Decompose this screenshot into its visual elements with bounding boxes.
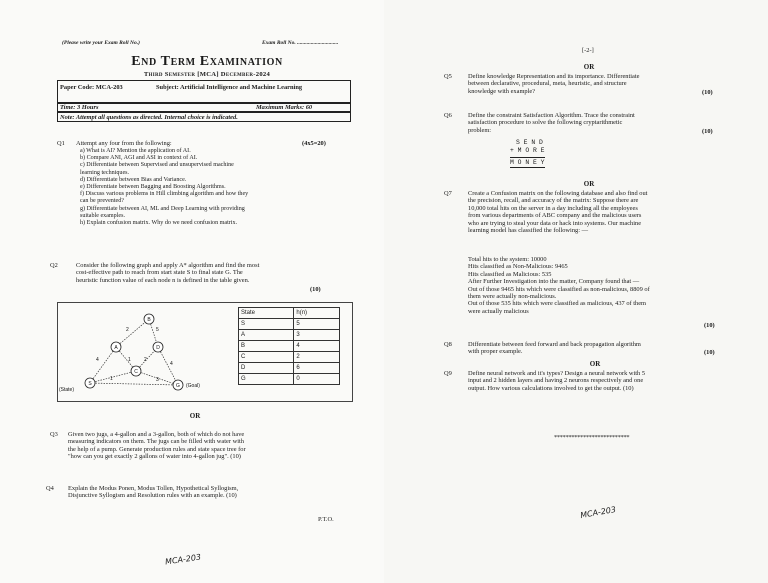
max-marks: Maximum Marks: 60: [256, 104, 313, 111]
edge-weight: 1: [128, 357, 131, 363]
time-label: Time: 3 Hours: [60, 104, 99, 111]
crypt-line: S E N D: [516, 139, 543, 146]
table-cell: A: [239, 330, 294, 341]
note-box: [57, 112, 351, 122]
edge-weight: 5: [156, 327, 159, 333]
edge-weight: 2: [144, 357, 147, 363]
graph-edge: [90, 371, 136, 383]
table-row: [239, 341, 340, 352]
graph-edge: [158, 347, 178, 385]
table-row: [239, 352, 340, 363]
table-cell: 5: [294, 319, 340, 330]
list-item: c) Differentiate between Supervised and unsupervised machine: [80, 162, 234, 169]
table-cell: G: [239, 374, 294, 385]
table-header: h(n): [294, 308, 340, 319]
table-row: [239, 374, 340, 385]
q3-number: Q3: [50, 431, 58, 438]
table-cell: C: [239, 352, 294, 363]
cryptarithm: [510, 139, 545, 168]
time-marks-row: [57, 103, 351, 112]
or-separator: OR: [583, 180, 595, 188]
q6-marks: (10): [702, 128, 713, 135]
q1-items: [80, 148, 350, 227]
q8-text: Differentiate between feed forward and back propagation algorithm with proper example.: [468, 341, 641, 356]
q5-text: Define knowledge Representation and its importance. Differentiate between declarative, procedural, meta, heuristic, and structure knowledge with example?: [468, 73, 640, 95]
or-separator: OR: [583, 63, 595, 71]
q1-text: Attempt any four from the following:: [76, 140, 172, 147]
q1-marks: (4x5=20): [302, 140, 326, 147]
table-cell: D: [239, 363, 294, 374]
edge-weight: 4: [170, 361, 173, 367]
pto-label: P.T.O.: [318, 516, 334, 523]
subject: Subject: Artificial Intelligence and Machine Learning: [156, 84, 303, 91]
table-cell: 3: [294, 330, 340, 341]
list-item: b) Compare ANI, AGI and ASI in context of AI.: [80, 155, 198, 162]
exam-subtitle: Third Semester [MCA] December-2024: [143, 71, 271, 78]
or-separator: OR: [589, 360, 601, 368]
edge-weight: 3: [156, 377, 159, 383]
node-label: B: [147, 317, 151, 323]
q7-number: Q7: [444, 190, 452, 197]
q2-text: Consider the following graph and apply A* algorithm and find the most cost-effective path to reach from start state S to final state G. The heuristic function value of each node n is defined in the table given.: [76, 262, 260, 284]
table-row: [239, 363, 340, 374]
edge-weight: 1: [110, 376, 113, 382]
q5-number: Q5: [444, 73, 452, 80]
table-header: State: [239, 308, 294, 319]
q9-text: Define neural network and it's types? Design a neural network with 5 input and 2 hidden layers and having 2 neurons respectively and one output. How various calculations involved to get the output. (10): [468, 370, 646, 392]
q8-number: Q8: [444, 341, 452, 348]
goal-label: (Goal): [186, 383, 200, 389]
q7-marks: (10): [704, 322, 715, 329]
list-item: g) Differentiate between AI, ML and Deep Learning with providing: [80, 205, 245, 212]
q2-number: Q2: [50, 262, 58, 269]
crypt-line: M O N E Y: [510, 159, 545, 166]
paper-code: Paper Code: MCA-203: [60, 84, 123, 91]
table-cell: S: [239, 319, 294, 330]
table-header-row: [239, 308, 340, 319]
node-label: A: [114, 345, 118, 351]
q7-data: Total hits to the system: 10000 Hits classified as Non-Malicious: 9465 Hits classified as Malicious: 535 After Further Investigation into the matter, Company found that — Out of those 9465 hits which were classified as non-malicious, 8809 of them were actually non-malicious. Out of those 535 hits which were classified as malicious, 437 of them were actually malicious: [468, 256, 650, 315]
q2-marks: (10): [310, 286, 321, 293]
note-text: Note: Attempt all questions as directed. Internal choice is indicated.: [60, 114, 238, 121]
list-item: learning techniques.: [80, 169, 130, 176]
start-label: (State): [59, 387, 75, 393]
list-item: suitable examples.: [80, 212, 126, 219]
q4-number: Q4: [46, 485, 54, 492]
q4-text: Explain the Modus Ponen, Modus Tollen, Hypothetical Syllogism, Disjunctive Syllogism and Resolution rules with an example. (10): [68, 485, 239, 500]
list-item: d) Differentiate between Bias and Variance.: [80, 176, 187, 183]
exam-title: End Term Examination: [131, 54, 283, 69]
or-separator: OR: [189, 412, 201, 420]
q8-marks: (10): [704, 349, 715, 356]
list-item: h) Explain confusion matrix. Why do we need confusion matrix.: [80, 220, 238, 227]
table-row: [239, 319, 340, 330]
q9-number: Q9: [444, 370, 452, 377]
page-number: [-2-]: [582, 47, 594, 54]
edge-weight: 4: [96, 357, 99, 363]
node-label: D: [156, 345, 160, 351]
q6-number: Q6: [444, 112, 452, 119]
q7-text: Create a Confusion matrix on the following database and also find out the precision, recall, and accuracy of the matrix: Suppose there are 10,000 total hits on the server in a day including all the employees from various departments of ABC company and the malicious users who are trying to steal your data or hack into systems. Our machine learning model has classified the following: —: [468, 190, 648, 235]
q5-marks: (10): [702, 89, 713, 96]
roll-note: (Please write your Exam Roll No.): [62, 40, 140, 46]
table-cell: 2: [294, 352, 340, 363]
handwritten-note: MCA-203: [579, 504, 617, 521]
end-stars: **************************: [554, 434, 630, 441]
right-page: [384, 0, 768, 583]
list-item: a) What is AI? Mention the application of AI.: [80, 148, 191, 154]
q6-text: Define the constraint Satisfaction Algorithm. Trace the constraint satisfaction procedure to solve the following cryptarithmetic problem:: [468, 112, 635, 134]
q3-text: Given two jugs, a 4-gallon and a 3-gallon, both of which do not have measuring indicators on them. The jugs can be filled with water with the help of a pump. Generate production rules and state space tree for "how can you get exactly 2 gallons of water into 4-gallon jug". (10): [68, 431, 246, 461]
q1-number: Q1: [57, 140, 65, 147]
graph-edge: [116, 319, 149, 347]
table-cell: B: [239, 341, 294, 352]
list-item: can be prevented?: [80, 198, 124, 205]
node-label: G: [176, 383, 180, 389]
crypt-line: + M O R E: [510, 147, 545, 154]
node-label: C: [134, 369, 138, 375]
node-label: S: [88, 381, 92, 387]
exam-roll-field: Exam Roll No. ..............................: [262, 40, 339, 46]
paper-info-box: [57, 80, 351, 103]
list-item: f) Discuss various problems in Hill climbing algorithm and how they: [80, 191, 249, 198]
handwritten-note: MCA-203: [164, 552, 202, 567]
table-cell: 6: [294, 363, 340, 374]
heuristic-table: [238, 307, 340, 385]
list-item: e) Differentiate between Bagging and Boosting Algorithms.: [80, 184, 226, 191]
graph-edge: [90, 383, 178, 385]
table-cell: 0: [294, 374, 340, 385]
edge-weight: 2: [126, 327, 129, 333]
graph-figure: [57, 302, 353, 402]
table-row: [239, 330, 340, 341]
table-cell: 4: [294, 341, 340, 352]
